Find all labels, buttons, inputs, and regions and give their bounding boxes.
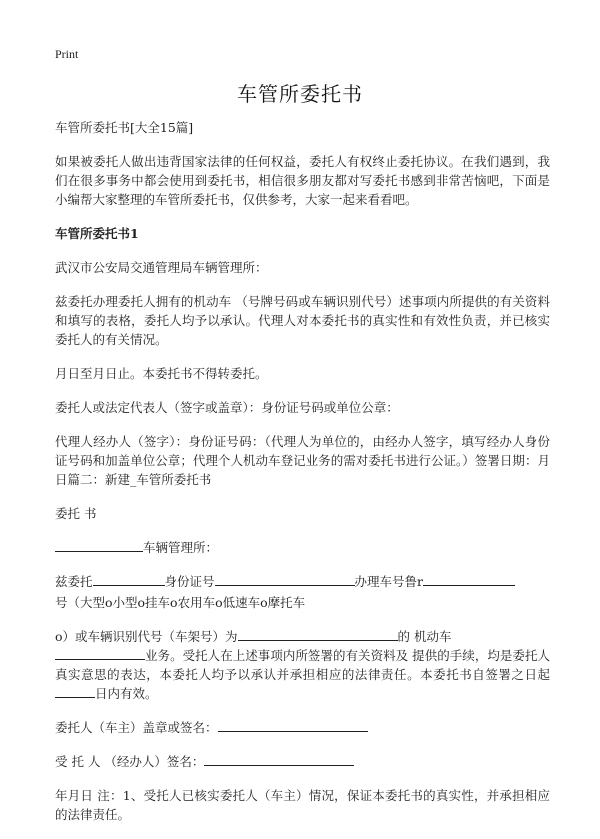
- form-line-c: [55, 627, 550, 646]
- final-note: 年月日 注：1、受托人已核实委托人（车主）情况，保证本委托书的真实性，并承担相应的法律责任。: [55, 788, 550, 822]
- id-blank: [215, 572, 355, 586]
- plate-label: 办理车号鲁r: [354, 574, 424, 589]
- principal-sign-blank: [218, 718, 368, 732]
- id-label: 身份证号: [164, 574, 215, 589]
- section-heading: 车管所委托书1: [55, 226, 139, 241]
- entrust-label: 兹委托: [55, 574, 93, 589]
- agent-sign-blank: [204, 752, 354, 766]
- vin-blank: [238, 627, 398, 641]
- entrust-paragraph: 兹委托办理委托人拥有的机动车 （号牌号码或车辆识别代号）述事项内所提供的有关资料和填写的表格，委托人均予以承认。代理人对本委托书的真实性和有效性负责，并已核实委托人的有关情况。: [55, 294, 550, 347]
- form-line-b: 号（大型o小型o挂车o农用车o低速车o摩托车: [55, 595, 306, 610]
- days-blank: [55, 684, 95, 698]
- office-blank: [55, 538, 143, 552]
- plate-blank: [423, 572, 515, 586]
- form-office-line: [55, 538, 550, 557]
- vin-label: o）或车辆识别代号（车架号）为: [55, 629, 238, 644]
- validity-paragraph: 月日至月日止。本委托书不得转委托。: [55, 366, 268, 381]
- office-label: 车辆管理所：: [143, 540, 219, 555]
- print-label: Print: [55, 47, 79, 61]
- principal-signature-line: [55, 718, 550, 737]
- addressee: 武汉市公安局交通管理局车辆管理所：: [55, 260, 268, 275]
- legal-rep-paragraph: 委托人或法定代表人（签字或盖章）：身份证号码或单位公章：: [55, 400, 399, 415]
- vehicle-label: 的 机动车: [397, 629, 452, 644]
- business-blank: [55, 646, 145, 660]
- days-label: 日内有效。: [95, 686, 158, 701]
- agent-sign-label: 受 托 人 （经办人）签名：: [55, 754, 205, 769]
- page-title: 车管所委托书: [237, 82, 363, 106]
- document-body: [55, 118, 550, 839]
- form-line-d: [55, 646, 550, 703]
- doc-subtitle: 车管所委托书[大全15篇]: [55, 120, 194, 135]
- form-title: 委托 书: [55, 506, 97, 521]
- entrust-blank: [93, 572, 165, 586]
- business-text: 业务。受托人在上述事项内所签署的有关资料及 提供的手续，均是委托人真实意思的表达，本委托人均予以承认并承担相应的法律责任。本委托书自签署之日起: [55, 648, 550, 682]
- agent-signature-line: [55, 752, 550, 771]
- form-line-a: [55, 572, 550, 591]
- principal-sign-label: 委托人（车主）盖章或签名：: [55, 720, 218, 735]
- intro-paragraph: 如果被委托人做出违背国家法律的任何权益，委托人有权终止委托协议。在我们遇到，我们在很多事务中都会使用到委托书，相信很多朋友都对写委托书感到非常苦恼吧，下面是小编帮大家整理的车管所委托书，仅供参考，大家一起来看看吧。: [55, 154, 550, 207]
- agent-paragraph: 代理人经办人（签字）：身份证号码：（代理人为单位的，由经办人签字，填写经办人身份证号码和加盖单位公章；代理个人机动车登记业务的需对委托书进行公证。）签署日期：月日篇二：新建_车管所委托书: [55, 434, 550, 487]
